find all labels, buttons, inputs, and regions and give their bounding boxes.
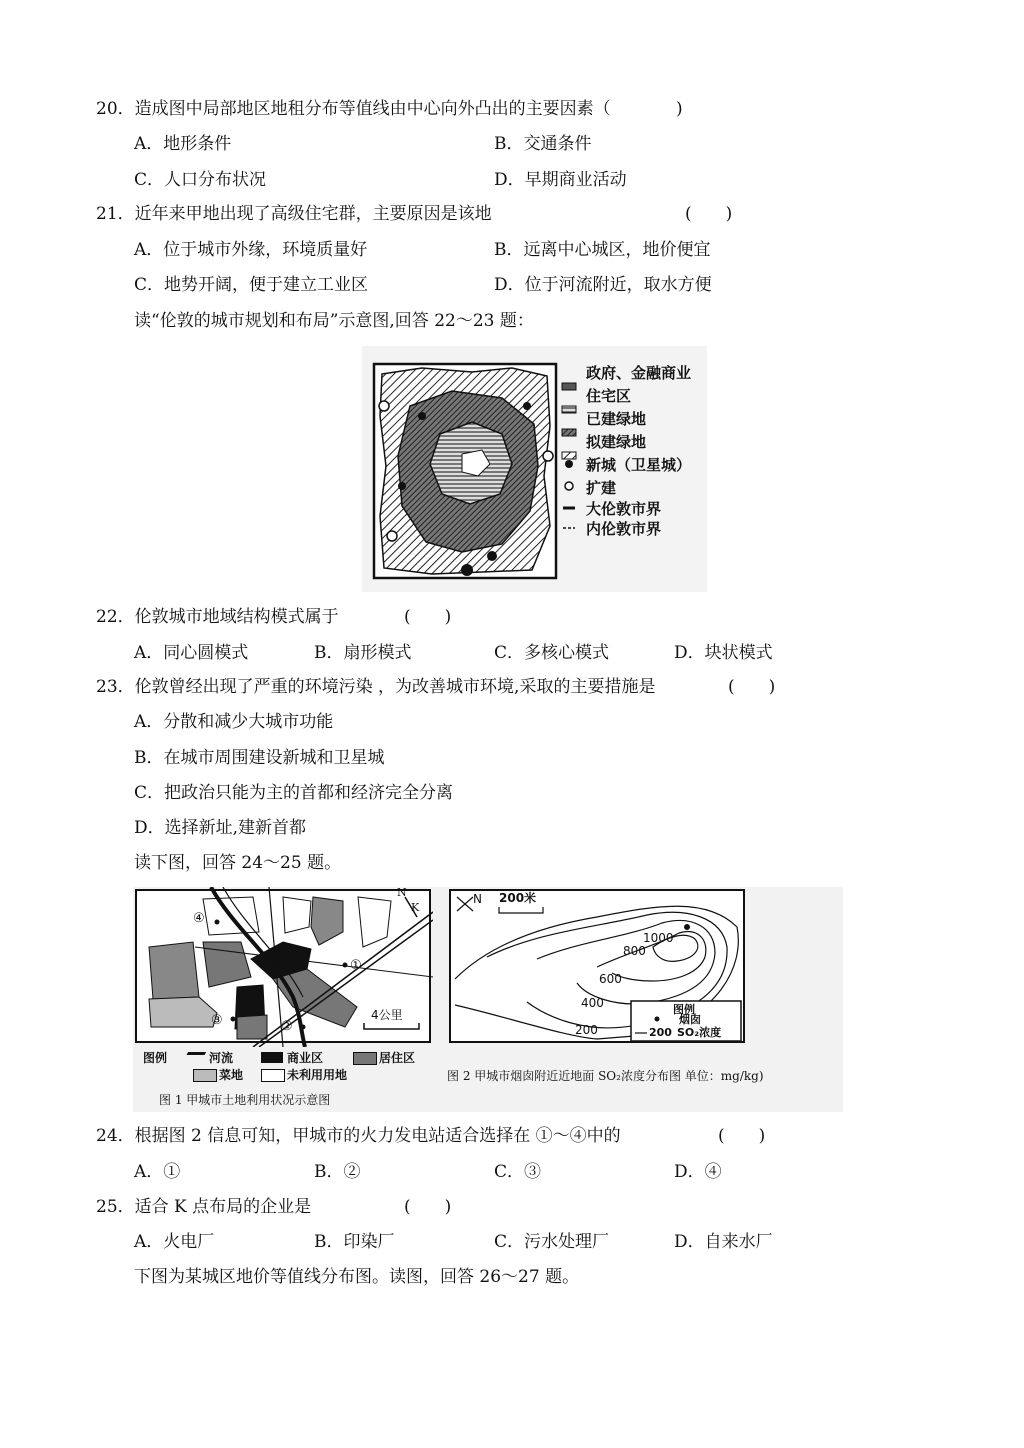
fig2-caption: 图 2 甲城市烟囱附近近地面 SO₂浓度分布图 单位：mg/kg): [447, 1069, 764, 1083]
q20-stem: 20．造成图中局部地区地租分布等值线由中心向外凸出的主要因素（: [96, 99, 611, 119]
legend-new-town: 新城（卫星城）: [586, 456, 692, 474]
q22-option-b: B．扇形模式: [314, 643, 412, 663]
q21-answer-paren: ( ): [685, 204, 733, 224]
residential-legend-swatch: [353, 1052, 377, 1065]
q23-option-c: C．把政治只能为主的首都和经济完全分离: [134, 783, 454, 803]
q25-option-c: C．污水处理厂: [494, 1232, 610, 1252]
q21-option-a: A．位于城市外缘，环境质量好: [134, 240, 368, 260]
q21-option-c: C．地势开阔，便于建立工业区: [134, 275, 369, 295]
q21-option-b: B．远离中心城区，地价便宜: [494, 240, 711, 260]
legend-inner-london-boundary: 内伦敦市界: [586, 520, 662, 538]
fig1-legend-river: 河流: [209, 1051, 234, 1065]
q23-answer-paren: ( ): [728, 677, 776, 697]
contour-label-200: 200: [575, 1023, 598, 1037]
contour-label-800: 800: [623, 944, 646, 958]
intro-24-25: 读下图，回答 24～25 题。: [134, 853, 342, 873]
fig2-scale: 200米: [499, 891, 537, 905]
q24-stem: 24．根据图 2 信息可知，甲城市的火力发电站适合选择在 ①～④中的: [96, 1126, 621, 1146]
fig2-north-arrow: N: [473, 892, 482, 906]
q24-option-c: C．③: [494, 1162, 542, 1182]
q25-answer-paren: ( ): [404, 1197, 452, 1217]
fig1-point-k: K: [411, 901, 420, 914]
q25-option-b: B．印染厂: [314, 1232, 395, 1252]
contour-label-400: 400: [581, 996, 604, 1010]
q24-answer-paren: ( ): [718, 1126, 766, 1146]
q21-stem: 21．近年来甲地出现了高级住宅群，主要原因是该地: [96, 204, 492, 224]
q24-option-b: B．②: [314, 1162, 361, 1182]
q21-option-d: D．位于河流附近，取水方便: [494, 275, 712, 295]
commercial-legend-swatch: [261, 1052, 283, 1063]
river-legend-icon: [182, 1052, 206, 1063]
intro-22-23: 读“伦敦的城市规划和布局”示意图,回答 22～23 题：: [134, 311, 534, 331]
contour-label-1000: 1000: [643, 931, 674, 945]
fig1-marker-3: ③: [211, 1013, 223, 1028]
fig1-north-arrow: N: [397, 886, 407, 899]
legend-residential: 住宅区: [586, 387, 632, 405]
london-planning-map: [362, 346, 707, 592]
q23-option-d: D．选择新址,建新首都: [134, 818, 307, 838]
q20-option-c: C．人口分布状况: [134, 170, 267, 190]
fig1-scale: 4公里: [371, 1008, 403, 1022]
unused-legend-swatch: [261, 1069, 285, 1082]
legend-built-green: 已建绿地: [586, 410, 647, 428]
q20-option-a: A．地形条件: [134, 134, 232, 154]
vegetable-legend-swatch: [193, 1069, 217, 1082]
legend-expansion: 扩建: [586, 479, 617, 497]
q22-option-a: A．同心圆模式: [134, 643, 249, 663]
figure-2-so2-concentration: [433, 887, 843, 1112]
fig2-legend-so2: SO₂浓度: [677, 1026, 722, 1039]
q23-option-b: B．在城市周围建设新城和卫星城: [134, 748, 385, 768]
intro-26-27: 下图为某城区地价等值线分布图。读图，回答 26～27 题。: [134, 1267, 580, 1287]
figure-1-land-use: [133, 887, 433, 1112]
q22-stem: 22．伦敦城市地域结构模式属于: [96, 607, 339, 627]
fig1-legend-unused: 未利用用地: [287, 1068, 348, 1082]
q20-option-b: B．交通条件: [494, 134, 592, 154]
q24-option-a: A．①: [134, 1162, 181, 1182]
q22-option-c: C．多核心模式: [494, 643, 610, 663]
q22-option-d: D．块状模式: [674, 643, 773, 663]
fig1-marker-4: ④: [193, 911, 205, 926]
fig1-legend-residential: 居住区: [379, 1051, 416, 1065]
fig2-legend-isoline-value: 200: [649, 1026, 672, 1039]
fig1-legend-vegetable: 菜地: [219, 1068, 244, 1082]
fig1-marker-1: ①: [350, 958, 362, 973]
q24-option-d: D．④: [674, 1162, 722, 1182]
fig1-marker-2: ②: [281, 1019, 293, 1034]
legend-government-finance: 政府、金融商业: [586, 364, 692, 382]
fig1-legend-commercial: 商业区: [287, 1051, 324, 1065]
figure-2-contour-graphic: [447, 887, 757, 1047]
q25-stem: 25．适合 K 点布局的企业是: [96, 1197, 312, 1217]
legend-greater-london-boundary: 大伦敦市界: [586, 500, 662, 518]
fig1-legend-title: 图例: [143, 1051, 168, 1065]
q20-answer-paren: ): [676, 99, 683, 119]
legend-planned-green: 拟建绿地: [586, 433, 647, 451]
q25-option-a: A．火电厂: [134, 1232, 215, 1252]
fig1-caption: 图 1 甲城市土地利用状况示意图: [159, 1093, 331, 1107]
q22-answer-paren: ( ): [404, 607, 452, 627]
contour-label-600: 600: [599, 972, 622, 986]
q23-option-a: A．分散和减少大城市功能: [134, 712, 334, 732]
fig2-legend-title: 图例: [673, 1003, 695, 1016]
fig2-legend-chimney: 烟囱: [679, 1013, 701, 1026]
q23-stem: 23．伦敦曾经出现了严重的环境污染 ，为改善城市环境,采取的主要措施是: [96, 677, 656, 697]
q25-option-d: D．自来水厂: [674, 1232, 773, 1252]
q20-option-d: D．早期商业活动: [494, 170, 627, 190]
